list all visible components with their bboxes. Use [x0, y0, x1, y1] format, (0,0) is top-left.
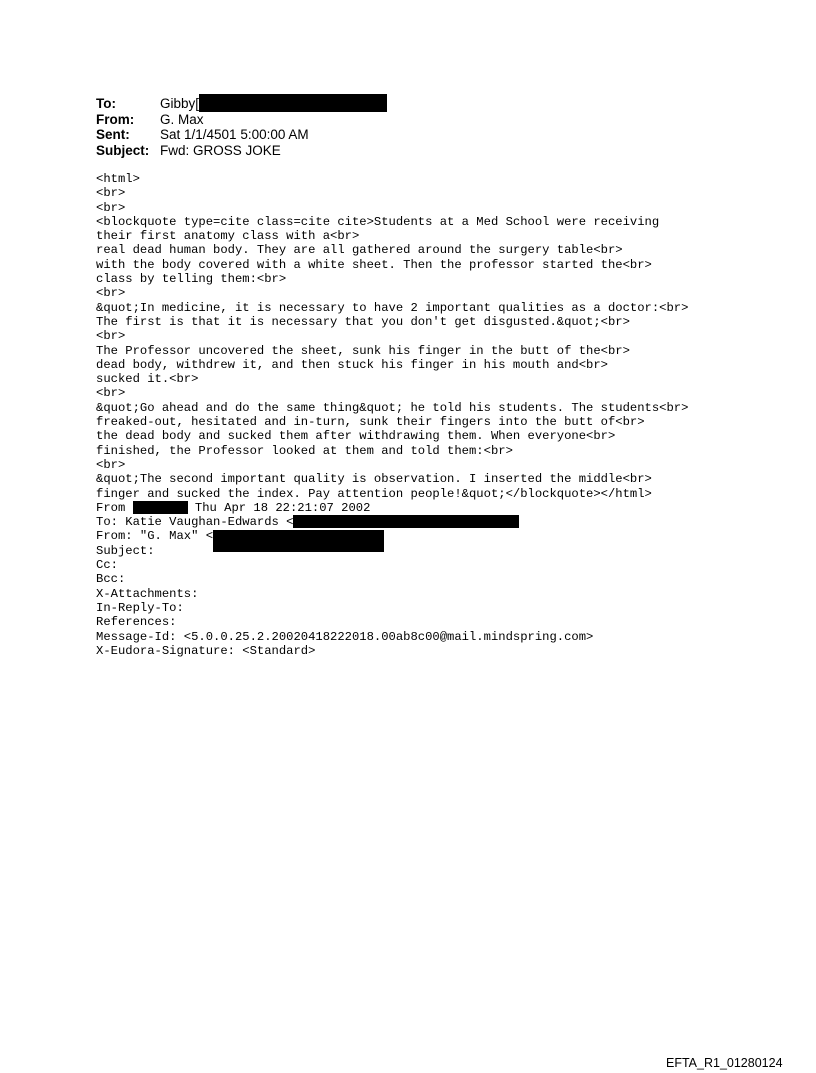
body-line: <br>: [96, 457, 126, 472]
body-line: <br>: [96, 186, 126, 201]
to-value: Gibby[: [160, 96, 200, 111]
body-line: &quot;Go ahead and do the same thing&quot; he told his students. The students<br>: [96, 400, 689, 415]
body-line: <br>: [96, 286, 126, 301]
subject-row: [96, 143, 387, 159]
to-label: To:: [96, 96, 116, 111]
attachments-meta-line: X-Attachments:: [96, 586, 199, 601]
from-envelope-line: [96, 501, 688, 515]
body-line: &quot;In medicine, it is necessary to have 2 important qualities as a doctor:<br>: [96, 300, 689, 315]
redaction-box: [293, 515, 519, 528]
body-line: freaked-out, hesitated and in-turn, sunk their fingers into the butt of<br>: [96, 415, 645, 430]
document-id: EFTA_R1_01280124: [666, 1056, 783, 1070]
to-meta-line: [96, 515, 688, 529]
body-line: <br>: [96, 386, 126, 401]
signature-meta-line: X-Eudora-Signature: <Standard>: [96, 643, 316, 658]
body-line: The first is that it is necessary that you don't get disgusted.&quot;<br>: [96, 314, 630, 329]
from-date: Thu Apr 18 22:21:07 2002: [187, 500, 371, 515]
body-line: The Professor uncovered the sheet, sunk his finger in the butt of the<br>: [96, 343, 630, 358]
subject-value: Fwd: GROSS JOKE: [160, 142, 281, 158]
email-body: [96, 172, 688, 658]
body-line: &quot;The second important quality is observation. I inserted the middle<br>: [96, 472, 652, 487]
from-meta-line: [96, 529, 688, 543]
body-line: <blockquote type=cite class=cite cite>Students at a Med School were receiving: [96, 214, 660, 229]
sent-value: Sat 1/1/4501 5:00:00 AM: [160, 127, 309, 142]
body-line: <br>: [96, 329, 126, 344]
redaction-box: [199, 94, 387, 112]
redaction-box: [133, 501, 188, 514]
subject-meta-line: Subject:: [96, 543, 155, 558]
from-prefix: From: [96, 500, 133, 515]
body-line: the dead body and sucked them after withdrawing them. When everyone<br>: [96, 429, 616, 444]
cc-meta-line: Cc:: [96, 558, 118, 573]
body-line: finger and sucked the index. Pay attention people!&quot;</blockquote></html>: [96, 486, 652, 501]
from-meta-text: From: "G. Max" <: [96, 529, 214, 544]
message-id-line: Message-Id: <5.0.0.25.2.20020418222018.00ab8c00@mail.mindspring.com>: [96, 629, 594, 644]
body-line: sucked it.<br>: [96, 372, 199, 387]
body-line: dead body, withdrew it, and then stuck his finger in his mouth and<br>: [96, 357, 608, 372]
body-line: their first anatomy class with a<br>: [96, 229, 360, 244]
redaction-box: [213, 530, 384, 552]
sent-row: [96, 127, 387, 143]
body-line: finished, the Professor looked at them and told them:<br>: [96, 443, 513, 458]
subject-label: Subject:: [96, 142, 150, 158]
from-row: [96, 112, 387, 128]
body-line: class by telling them:<br>: [96, 272, 287, 287]
from-value: G. Max: [160, 111, 204, 127]
from-label: From:: [96, 111, 135, 127]
body-line: <br>: [96, 200, 126, 215]
to-meta-text: To: Katie Vaughan-Edwards <: [96, 515, 294, 530]
body-line: real dead human body. They are all gathered around the surgery table<br>: [96, 243, 623, 258]
references-meta-line: References:: [96, 615, 177, 630]
reply-meta-line: In-Reply-To:: [96, 600, 184, 615]
bcc-meta-line: Bcc:: [96, 572, 126, 587]
to-row: [96, 96, 387, 112]
body-line: <html>: [96, 172, 140, 186]
body-line: with the body covered with a white sheet. Then the professor started the<br>: [96, 257, 652, 272]
email-header: [96, 96, 387, 158]
sent-label: Sent:: [96, 127, 130, 142]
